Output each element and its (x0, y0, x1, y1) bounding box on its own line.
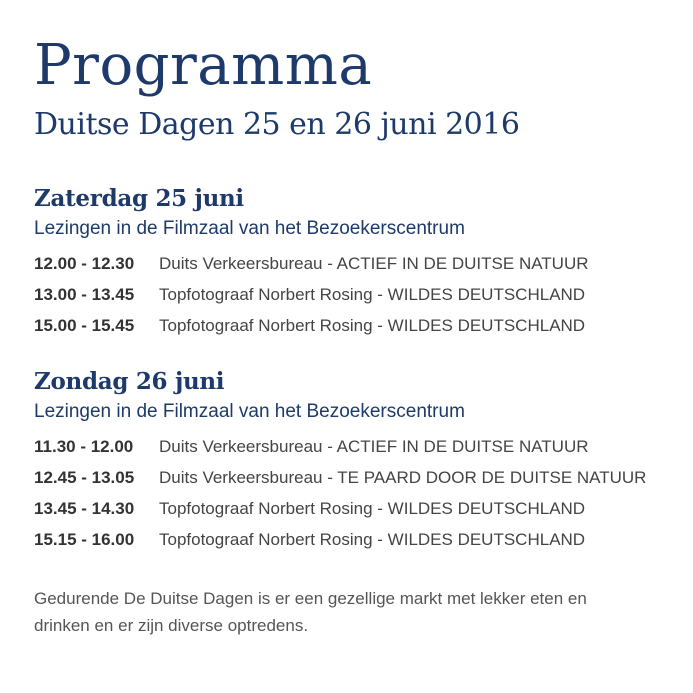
schedule-row (34, 310, 674, 341)
schedule-row (34, 431, 674, 462)
day-subtitle: Lezingen in de Filmzaal van het Bezoekerscentrum (34, 218, 465, 239)
schedule-time: 13.45 - 14.30 (34, 499, 135, 518)
schedule-description: Topfotograaf Norbert Rosing - WILDES DEUTSCHLAND (159, 285, 586, 304)
schedule-time: 15.00 - 15.45 (34, 316, 135, 335)
schedule-time: 12.00 - 12.30 (34, 254, 135, 273)
schedule-time: 13.00 - 13.45 (34, 285, 135, 304)
schedule-description: Topfotograaf Norbert Rosing - WILDES DEUTSCHLAND (159, 316, 586, 335)
schedule-row (34, 279, 674, 310)
day-subtitle: Lezingen in de Filmzaal van het Bezoekerscentrum (34, 401, 465, 422)
day-section-sunday (34, 367, 674, 555)
market-note: Gedurende De Duitse Dagen is er een gezellige markt met lekker eten en drinken en er zijn diverse optredens. (34, 589, 587, 635)
schedule-time: 11.30 - 12.00 (34, 437, 134, 456)
schedule-description: Topfotograaf Norbert Rosing - WILDES DEUTSCHLAND (159, 499, 586, 518)
program-page (34, 34, 674, 656)
schedule-row (34, 493, 674, 524)
day-title: Zaterdag 25 juni (34, 185, 244, 212)
schedule-time: 15.15 - 16.00 (34, 530, 135, 549)
schedule-description: Duits Verkeersbureau - TE PAARD DOOR DE DUITSE NATUUR (159, 468, 647, 487)
schedule-description: Duits Verkeersbureau - ACTIEF IN DE DUITSE NATUUR (159, 437, 589, 456)
day-title: Zondag 26 juni (34, 368, 225, 395)
schedule-description: Topfotograaf Norbert Rosing - WILDES DEUTSCHLAND (159, 530, 586, 549)
schedule-description: Duits Verkeersbureau - ACTIEF IN DE DUITSE NATUUR (159, 254, 589, 273)
page-title: Programma (34, 33, 373, 98)
day-section-saturday (34, 184, 674, 341)
schedule-row (34, 524, 674, 555)
schedule-time: 12.45 - 13.05 (34, 468, 135, 487)
page-subtitle: Duitse Dagen 25 en 26 juni 2016 (34, 107, 520, 142)
schedule-row (34, 248, 674, 279)
schedule-row (34, 462, 674, 493)
